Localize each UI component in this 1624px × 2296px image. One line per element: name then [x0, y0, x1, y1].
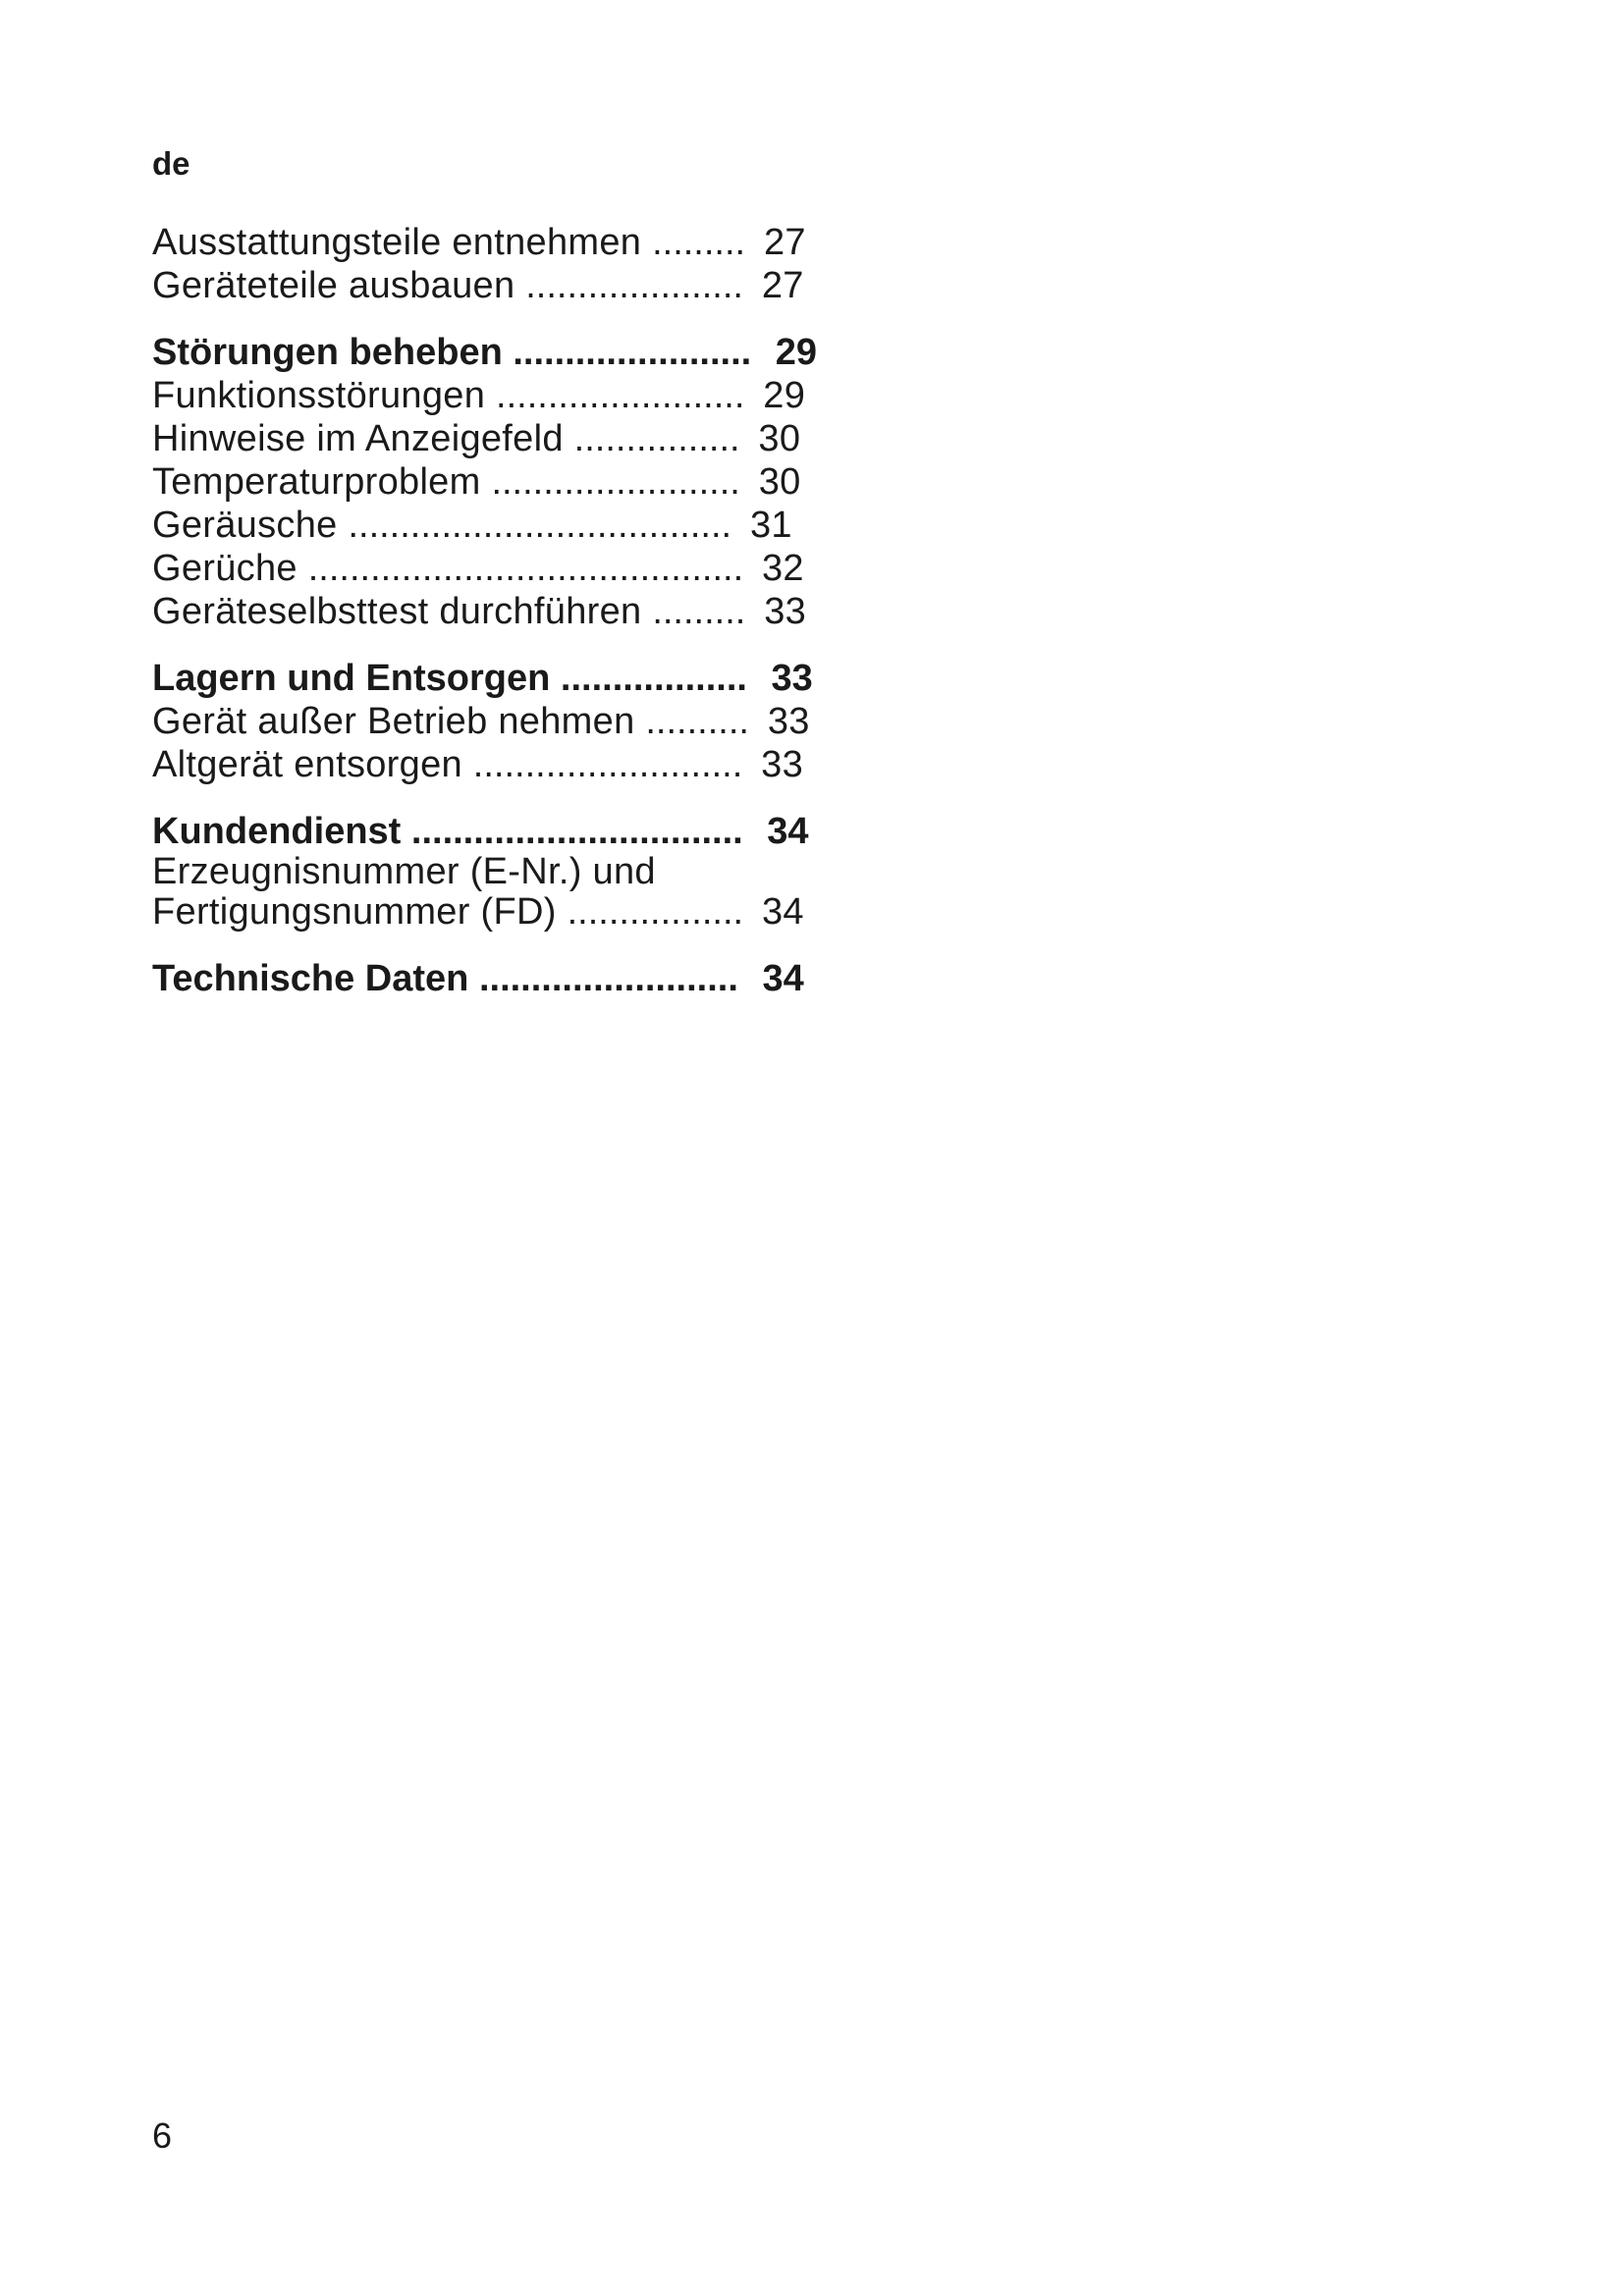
toc-entry-title: Ausstattungsteile entnehmen	[152, 222, 642, 263]
toc-page-number: 30	[758, 418, 801, 459]
toc-heading-stoerungen[interactable]	[152, 331, 818, 374]
toc-page-number: 34	[767, 811, 809, 852]
toc-heading-kundendienst[interactable]	[152, 810, 809, 853]
toc-heading-title: Störungen beheben	[152, 332, 503, 373]
toc-page-number: 30	[758, 461, 801, 503]
toc-leader-dots: .......................	[513, 332, 752, 373]
toc-leader-dots: .................	[567, 891, 744, 933]
toc-entry-title: Temperaturproblem	[152, 461, 481, 503]
toc-group-kundendienst	[152, 810, 809, 934]
toc-page-number: 29	[763, 375, 806, 416]
toc-entry-temperaturproblem[interactable]	[152, 460, 800, 504]
toc-entry-hinweise[interactable]	[152, 417, 800, 460]
toc-page-number: 33	[761, 744, 804, 785]
toc-leader-dots: ..................	[560, 658, 747, 699]
toc-entry-gerueche[interactable]	[152, 547, 804, 590]
toc-leader-dots: ........................	[491, 461, 740, 503]
toc-heading-title: Technische Daten	[152, 958, 469, 999]
toc-entry-selbsttest[interactable]	[152, 590, 807, 633]
toc-entry-funktionsstoerungen[interactable]	[152, 374, 806, 417]
toc-leader-dots: .........	[652, 591, 746, 632]
toc-leader-dots: ..........................	[472, 744, 743, 785]
toc-leader-dots: .........................	[478, 958, 738, 999]
toc-entry-title: Geräusche	[152, 505, 338, 546]
toc-entry-title: Funktionsstörungen	[152, 375, 486, 416]
toc-heading-technische-daten[interactable]	[152, 957, 804, 1000]
toc-entry-title: Geräteteile ausbauen	[152, 265, 515, 306]
toc-entry-title: Fertigungsnummer (FD)	[152, 891, 557, 933]
toc-leader-dots: ................................	[410, 811, 743, 852]
toc-page-number: 33	[767, 701, 810, 742]
toc-heading-lagern[interactable]	[152, 657, 813, 700]
toc-page-number: 33	[764, 591, 807, 632]
toc-entry-geraeusche[interactable]	[152, 504, 800, 547]
toc-page-number: 31	[749, 505, 792, 546]
toc-leader-dots: .....................................	[348, 505, 732, 546]
page-number: 6	[152, 2115, 173, 2156]
toc-group-lagern	[152, 657, 813, 786]
toc-entry-title: Altgerät entsorgen	[152, 744, 462, 785]
toc-page-number: 27	[763, 222, 806, 263]
toc-entry-title: Hinweise im Anzeigefeld	[152, 418, 564, 459]
toc-heading-title: Lagern und Entsorgen	[152, 658, 551, 699]
toc-page-number: 32	[762, 548, 804, 589]
toc-group-technische-daten	[152, 957, 804, 1000]
toc-leader-dots: ................	[573, 418, 740, 459]
toc-entry-geraeteteile[interactable]	[152, 264, 804, 307]
toc-leader-dots: .....................	[525, 265, 743, 306]
table-of-contents	[152, 221, 818, 1024]
toc-entry-ausser-betrieb[interactable]	[152, 700, 810, 743]
toc-entry-title-line1: Erzeugnisnummer (E-Nr.) und	[152, 851, 656, 892]
toc-entry-title: Gerüche	[152, 548, 298, 589]
toc-page-number: 34	[761, 891, 804, 933]
toc-entry-erzeugnisnummer[interactable]	[152, 851, 804, 934]
toc-page-number: 33	[771, 658, 813, 699]
toc-entry-title: Gerät außer Betrieb nehmen	[152, 701, 635, 742]
toc-page-number: 29	[775, 332, 818, 373]
toc-group-continued	[152, 221, 806, 307]
toc-entry-title: Geräteselbsttest durchführen	[152, 591, 642, 632]
toc-page-number: 27	[761, 265, 804, 306]
toc-leader-dots: ..........	[645, 701, 749, 742]
toc-entry-ausstattungsteile[interactable]	[152, 221, 806, 264]
toc-page-number: 34	[762, 958, 804, 999]
toc-entry-altgeraet[interactable]	[152, 743, 804, 786]
toc-leader-dots: ..........................................	[307, 548, 744, 589]
toc-group-stoerungen	[152, 331, 818, 633]
language-code: de	[152, 145, 190, 182]
toc-leader-dots: ........................	[496, 375, 745, 416]
toc-leader-dots: .........	[652, 222, 746, 263]
toc-heading-title: Kundendienst	[152, 811, 402, 852]
